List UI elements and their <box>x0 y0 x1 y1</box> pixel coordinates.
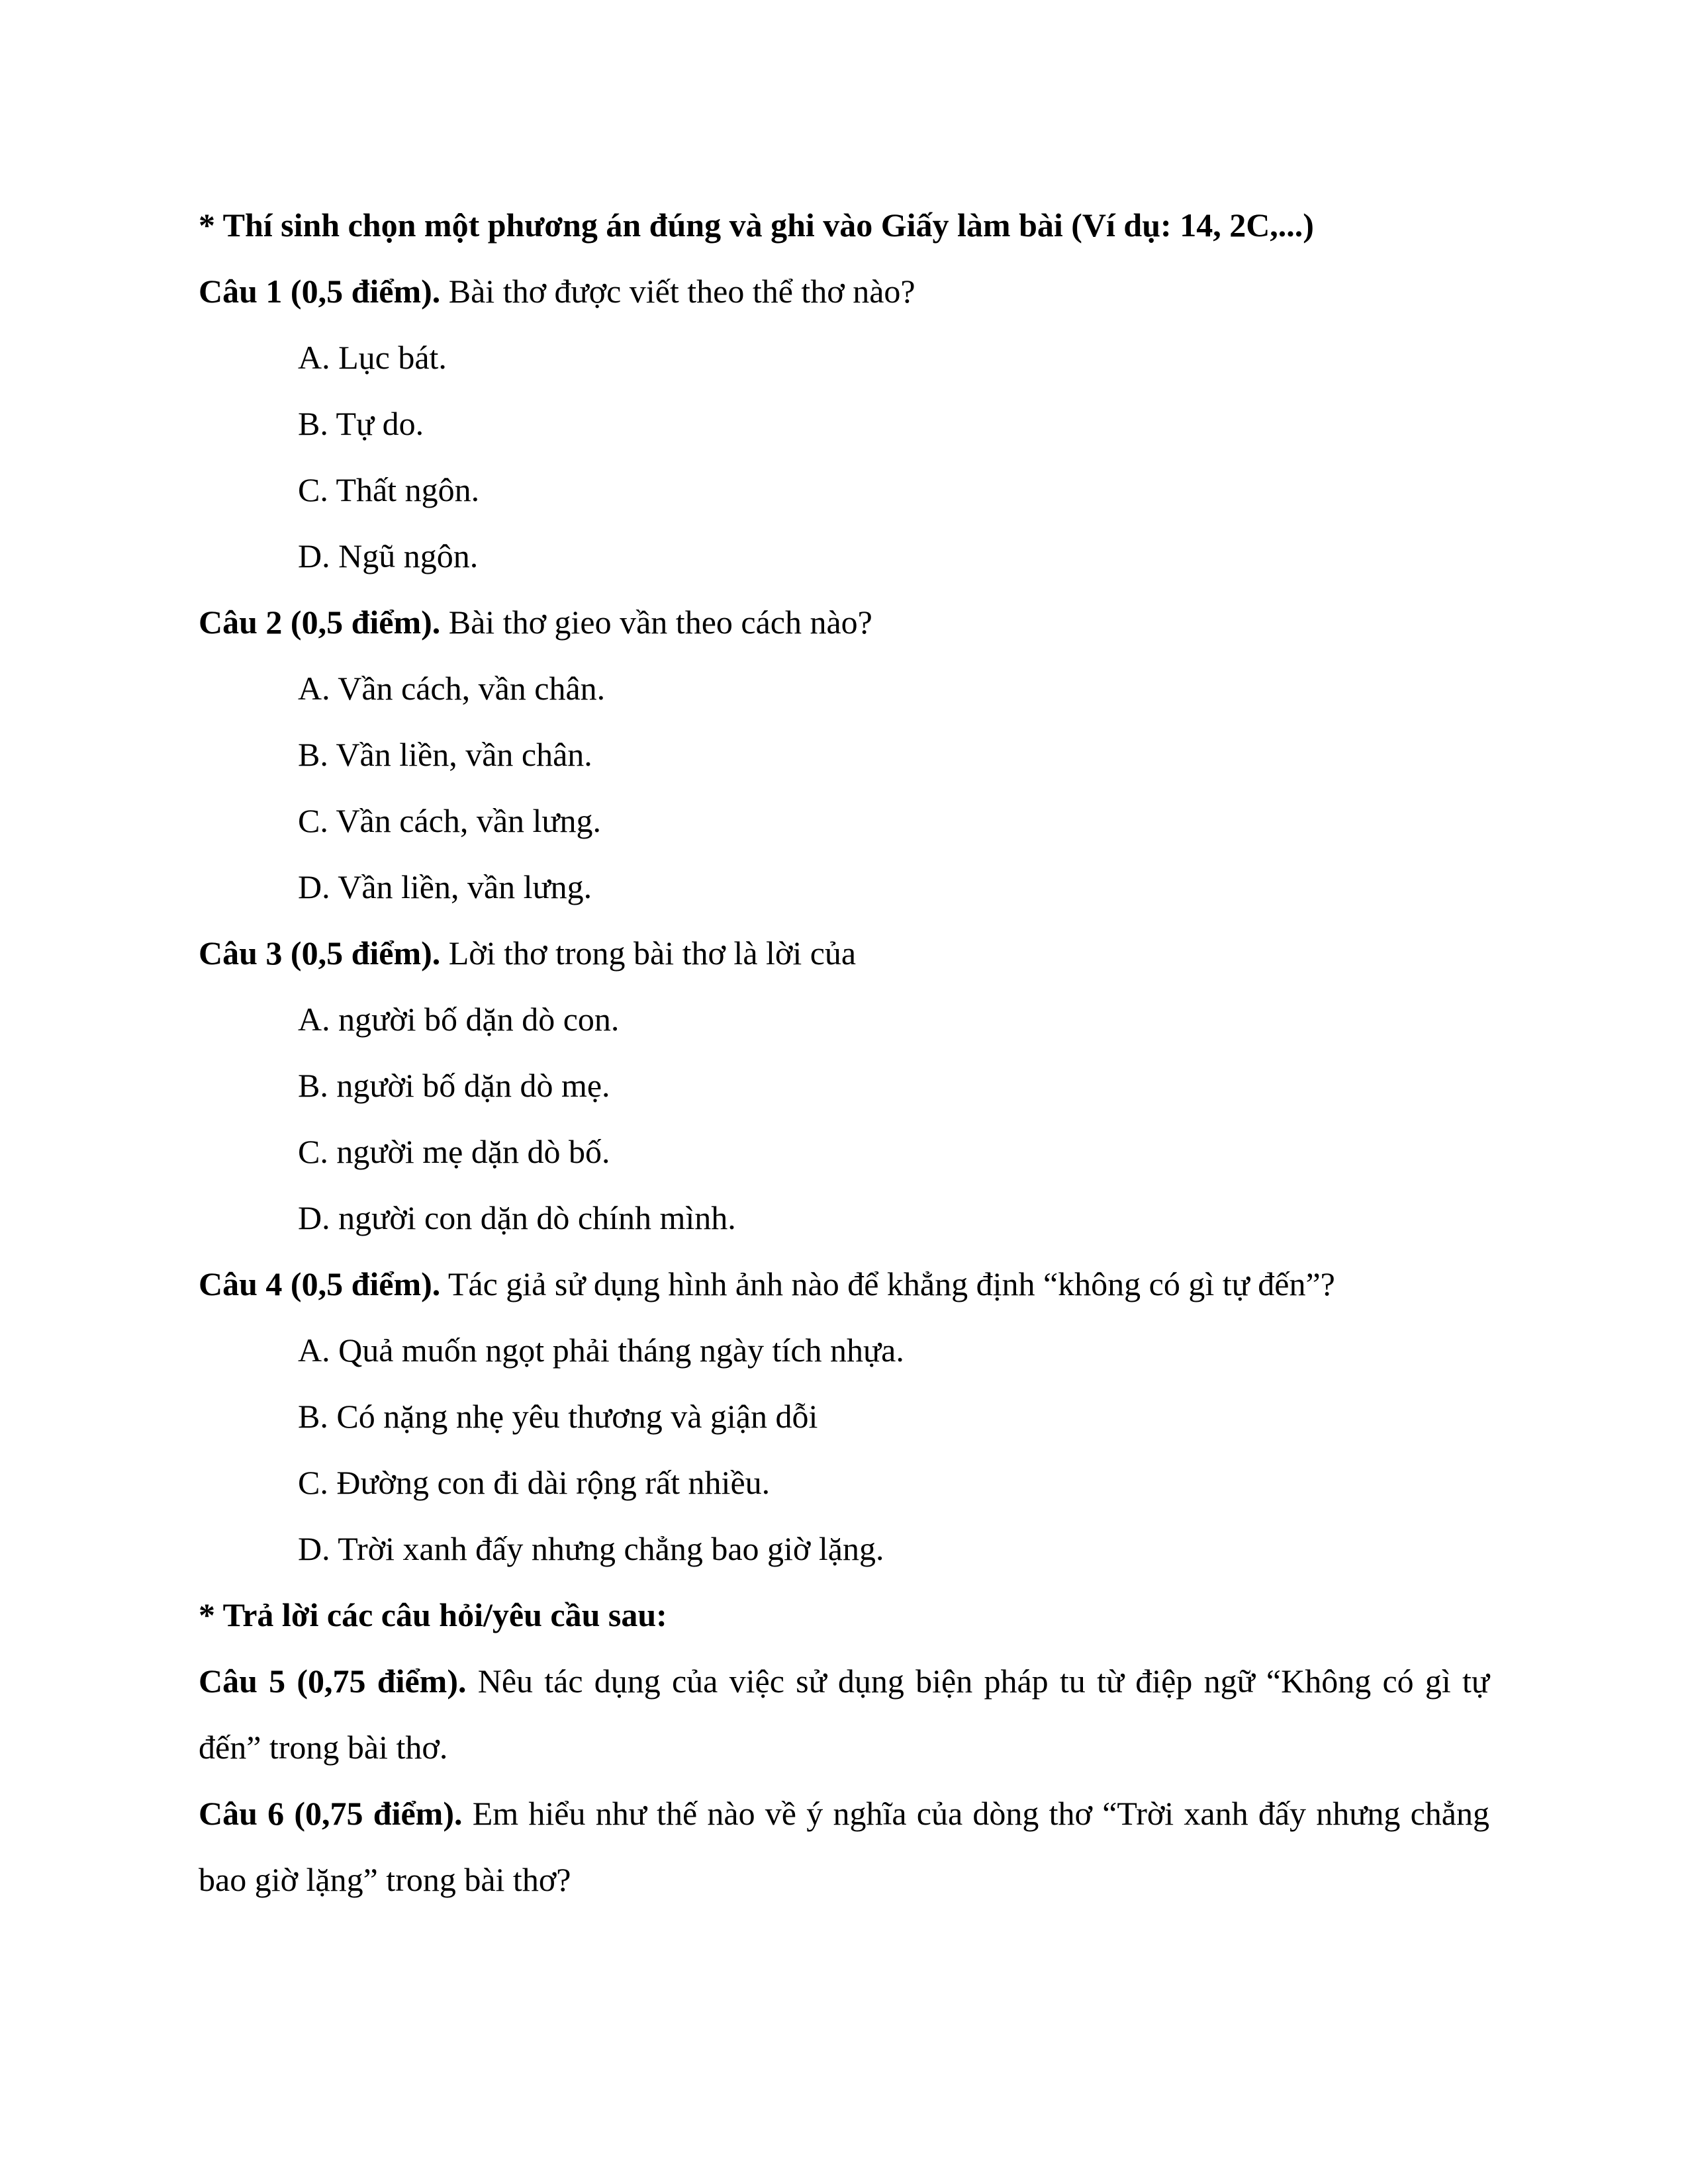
multiple-choice-instruction: * Thí sinh chọn một phương án đúng và ghi vào Giấy làm bài (Ví dụ: 14, 2C,...) <box>199 206 1314 244</box>
question-3-option-b: B. người bố dặn dò mẹ. <box>298 1067 610 1104</box>
question-6-text: Em hiểu như thế nào về ý nghĩa của dòng thơ “Trời xanh đấy nhưng chẳng bao giờ lặng” trong bài thơ? <box>199 1795 1490 1898</box>
question-3-option-d: D. người con dặn dò chính mình. <box>298 1199 736 1236</box>
question-1-option-b: B. Tự do. <box>298 405 424 442</box>
question-1-text: Bài thơ được viết theo thể thơ nào? <box>440 273 915 310</box>
question-1-option-c: C. Thất ngôn. <box>298 471 480 508</box>
question-1 <box>199 258 1489 589</box>
question-3-text: Lời thơ trong bài thơ là lời của <box>440 934 857 972</box>
question-2-option-a: A. Vần cách, vần chân. <box>298 670 606 707</box>
question-3-option-c: C. người mẹ dặn dò bố. <box>298 1133 610 1170</box>
question-4-option-a: A. Quả muốn ngọt phải tháng ngày tích nhựa. <box>298 1332 904 1369</box>
question-2-stem <box>199 589 1489 655</box>
question-2-label: Câu 2 (0,5 điểm). <box>199 604 441 641</box>
question-3-option-a: A. người bố dặn dò con. <box>298 1001 620 1038</box>
question-4 <box>199 1251 1489 1582</box>
question-1-label: Câu 1 (0,5 điểm). <box>199 273 441 310</box>
question-6-label: Câu 6 (0,75 điểm). <box>199 1795 463 1832</box>
question-3 <box>199 920 1489 1251</box>
question-6 <box>199 1780 1489 1913</box>
question-4-option-d: D. Trời xanh đấy nhưng chẳng bao giờ lặng. <box>298 1530 884 1567</box>
question-4-option-b: B. Có nặng nhẹ yêu thương và giận dỗi <box>298 1398 818 1435</box>
exam-page <box>199 192 1489 1913</box>
question-2-option-d: D. Vần liền, vần lưng. <box>298 868 592 905</box>
question-1-option-d: D. Ngũ ngôn. <box>298 537 479 574</box>
question-5-text: Nêu tác dụng của việc sử dụng biện pháp tu từ điệp ngữ “Không có gì tự đến” trong bài thơ. <box>199 1662 1489 1766</box>
question-4-option-c: C. Đường con đi dài rộng rất nhiều. <box>298 1464 771 1501</box>
open-question-instruction: * Trả lời các câu hỏi/yêu cầu sau: <box>199 1596 667 1633</box>
question-4-text: Tác giả sử dụng hình ảnh nào để khẳng định “không có gì tự đến”? <box>440 1265 1335 1302</box>
question-1-option-a: A. Lục bát. <box>298 339 447 376</box>
question-2-option-c: C. Vần cách, vần lưng. <box>298 802 602 839</box>
question-4-stem <box>199 1251 1489 1317</box>
question-1-stem <box>199 258 1489 324</box>
question-2-option-b: B. Vần liền, vần chân. <box>298 736 592 773</box>
question-4-label: Câu 4 (0,5 điểm). <box>199 1265 441 1302</box>
question-3-label: Câu 3 (0,5 điểm). <box>199 934 441 972</box>
question-2 <box>199 589 1489 920</box>
question-5 <box>199 1648 1489 1780</box>
question-3-stem <box>199 920 1489 986</box>
question-5-label: Câu 5 (0,75 điểm). <box>199 1662 467 1700</box>
question-2-text: Bài thơ gieo vần theo cách nào? <box>440 604 872 641</box>
